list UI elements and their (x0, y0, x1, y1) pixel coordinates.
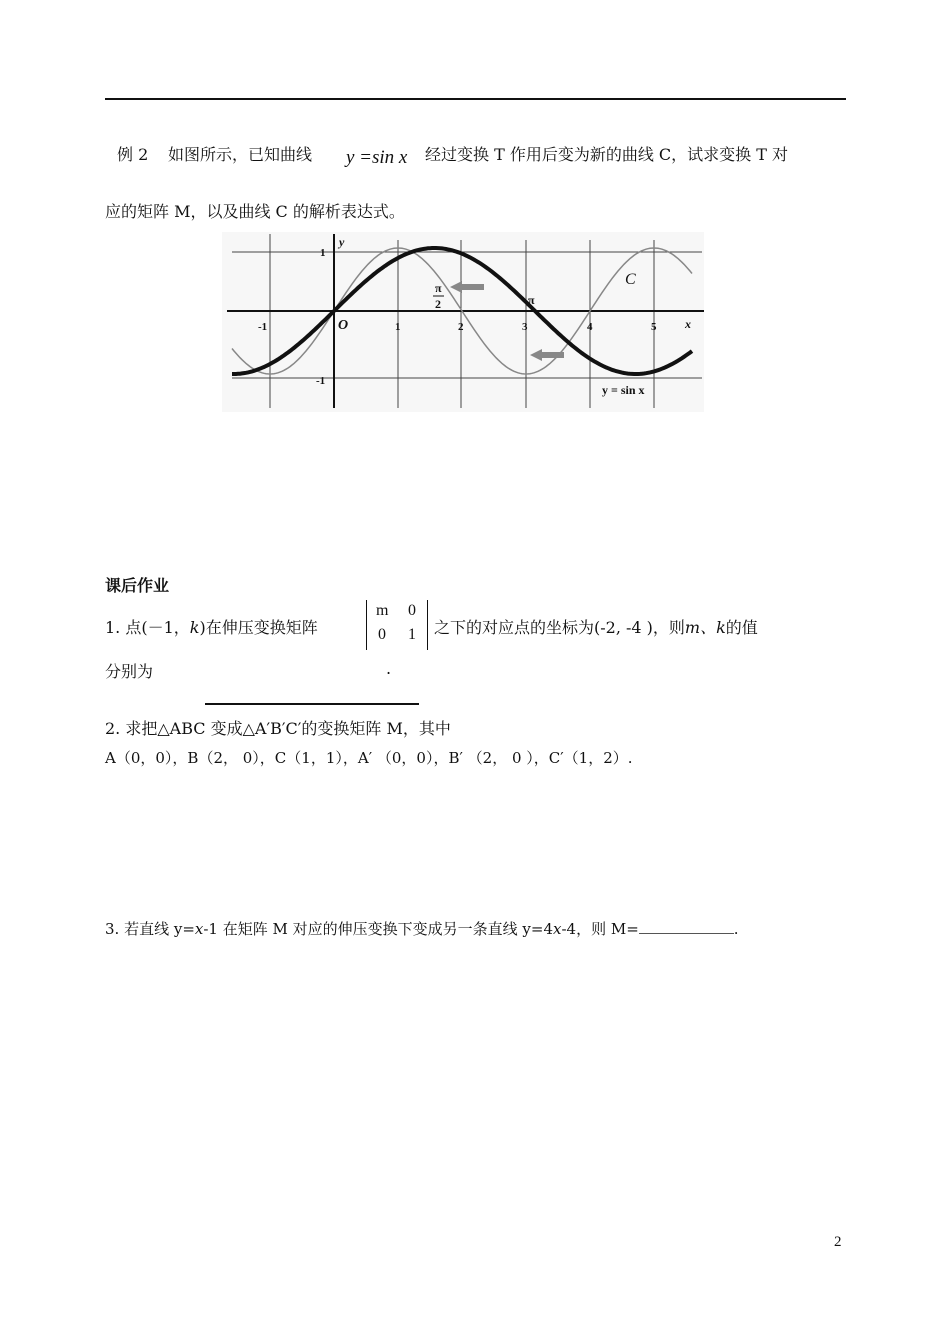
sine-figure (222, 232, 704, 412)
example-text-before: 如图所示，已知曲线 (168, 145, 313, 164)
homework-heading: 课后作业 (105, 576, 170, 595)
matrix-a: m (376, 602, 389, 619)
pi-label: π (528, 293, 535, 307)
header-rule (105, 98, 846, 100)
example-text-line2: 应的矩阵 M，以及曲线 C 的解析表达式。 (105, 202, 405, 221)
matrix-b: 0 (408, 602, 416, 619)
q3-x2: x (553, 920, 562, 938)
example-label: 例 2 (117, 145, 149, 164)
q1-end: 的值 (725, 618, 758, 637)
q1-mid: )在伸压变换矩阵 (199, 618, 318, 637)
q3-text-b: -1 在矩阵 M 对应的伸压变换下变成另一条直线 y=4 (203, 920, 553, 938)
y-axis-label: y (339, 235, 345, 249)
q1-line1 (105, 615, 318, 638)
x-tick-label: 5 (651, 321, 657, 333)
pi-half-numerator: π (435, 281, 442, 295)
q3-answer-blank[interactable] (639, 919, 734, 934)
origin-label: O (338, 318, 349, 333)
q2-line2: A（0，0），B（2， 0），C（1，1），A′ （0，0），B′ （2， 0 ），C′（1，2）. (105, 749, 633, 767)
q1-vars: m、k (684, 618, 726, 637)
curve-c-label: C (625, 271, 636, 288)
q1-suffix: 之下的对应点的坐标为(-2, -4 )，则 (434, 618, 685, 637)
x-tick-label: -1 (258, 321, 268, 333)
pi-half-denominator: 2 (435, 297, 441, 311)
q3-x1: x (194, 920, 204, 938)
q2-line1: 2. 求把△ABC 变成△A′B′C′的变换矩阵 M，其中 (105, 719, 451, 738)
example-formula: y =sin x (346, 147, 408, 168)
q3-period: . (733, 920, 739, 938)
matrix-c: 0 (378, 626, 386, 643)
q3-line (105, 918, 739, 939)
stretch-matrix (366, 600, 428, 650)
example-text-after: 经过变换 T 作用后变为新的曲线 C，试求变换 T 对 (425, 145, 789, 164)
x-axis-label: x (685, 317, 691, 331)
q3-text-c: -4，则 M= (561, 920, 639, 938)
q1-period: . (386, 659, 392, 678)
matrix-d: 1 (408, 626, 416, 643)
y-tick-top: 1 (320, 247, 326, 259)
q1-var-k: k (189, 618, 200, 637)
sin-curve-label: y = sin x (602, 383, 645, 397)
x-tick-label: 3 (522, 321, 528, 333)
q1-line1-end (434, 615, 758, 638)
q1-line2: 分别为 (105, 662, 154, 681)
q1-answer-blank[interactable] (205, 703, 419, 705)
y-tick-bottom: -1 (316, 375, 326, 387)
x-tick-label: 2 (458, 321, 464, 333)
page-number: 2 (834, 1234, 842, 1250)
q3-text-a: 3. 若直线 y= (105, 920, 195, 938)
x-tick-label: 4 (587, 321, 593, 333)
q1-prefix: 1. 点(－1， (105, 618, 190, 637)
x-tick-label: 1 (395, 321, 401, 333)
